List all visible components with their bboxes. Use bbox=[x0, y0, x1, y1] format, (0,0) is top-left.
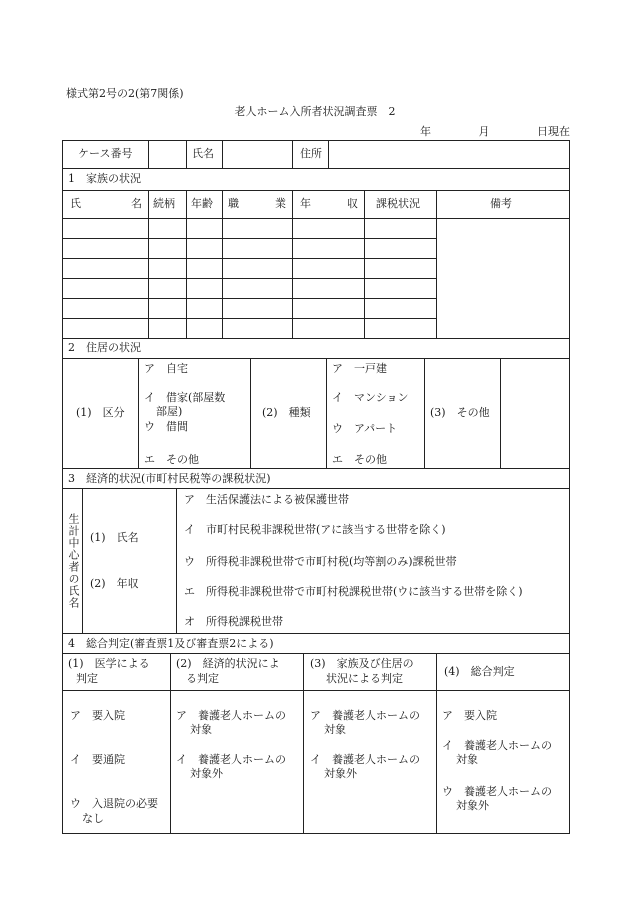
judgment-col3-title: (3) 家族及び住居の bbox=[310, 657, 414, 670]
col-job bbox=[228, 197, 286, 211]
date-line bbox=[420, 123, 570, 139]
economic-option: エ 所得税非課税世帯で市町村税課税世帯(ウに該当する世帯を除く) bbox=[184, 585, 523, 598]
judgment-col4-option: 対象 bbox=[456, 753, 478, 766]
col-divider bbox=[292, 190, 293, 338]
date-suffix: 日現在 bbox=[537, 125, 570, 138]
judgment-col2-title: (2) 経済的状況によ bbox=[176, 657, 280, 670]
row-divider bbox=[62, 168, 570, 169]
housing-other-label: (3) その他 bbox=[430, 406, 490, 419]
row-divider bbox=[62, 653, 570, 654]
row-divider bbox=[62, 278, 436, 279]
col-divider bbox=[222, 140, 223, 168]
survey-form bbox=[62, 140, 570, 834]
judgment-col2-title: る判定 bbox=[186, 672, 219, 685]
col-divider bbox=[500, 358, 501, 468]
col-divider bbox=[436, 190, 437, 338]
col-remarks: 備考 bbox=[490, 197, 512, 210]
row-divider bbox=[62, 690, 570, 691]
page-title: 老人ホーム入所者状況調査票 2 bbox=[234, 105, 396, 118]
col-divider bbox=[82, 488, 83, 633]
col-divider bbox=[176, 488, 177, 633]
housing-type-option: ア 一戸建 bbox=[332, 362, 387, 375]
date-month: 月 bbox=[478, 125, 490, 138]
col-divider bbox=[186, 140, 187, 168]
judgment-col4-option: イ 養護老人ホームの bbox=[442, 739, 552, 752]
date-year: 年 bbox=[420, 125, 431, 138]
judgment-col3-title: 状況による判定 bbox=[326, 672, 403, 685]
col-divider bbox=[250, 358, 251, 468]
judgment-col2-option: 対象 bbox=[190, 723, 212, 736]
judgment-col4-title: (4) 総合判定 bbox=[444, 665, 515, 678]
judgment-col1-option: ウ 入退院の必要 bbox=[70, 797, 158, 810]
judgment-col1-option: ア 要入院 bbox=[70, 709, 125, 722]
col-name-a: 氏 bbox=[70, 197, 81, 210]
col-tax: 課税状況 bbox=[376, 197, 420, 210]
row-divider bbox=[62, 318, 436, 319]
housing-category-option: エ その他 bbox=[144, 453, 199, 466]
judgment-col1-option: イ 要通院 bbox=[70, 753, 125, 766]
col-name-b: 名 bbox=[131, 197, 142, 210]
housing-category-option: イ 借家(部屋数 bbox=[144, 391, 226, 404]
col-name bbox=[70, 197, 142, 211]
col-income-b: 収 bbox=[347, 197, 358, 210]
judgment-col1-title: (1) 医学による bbox=[68, 657, 150, 670]
economic-option: ア 生活保護法による被保護世帯 bbox=[184, 493, 349, 506]
judgment-col3-option: 対象 bbox=[324, 723, 346, 736]
col-divider bbox=[303, 653, 304, 834]
col-age: 年齢 bbox=[191, 197, 213, 210]
case-number-label: ケース番号 bbox=[78, 147, 133, 160]
address-label: 住所 bbox=[300, 147, 322, 160]
judgment-col3-option: ア 養護老人ホームの bbox=[310, 709, 420, 722]
col-relation: 続柄 bbox=[153, 197, 175, 210]
col-job-b: 業 bbox=[275, 197, 286, 210]
judgment-col1-option: なし bbox=[82, 812, 104, 825]
row-divider bbox=[62, 238, 436, 239]
col-divider bbox=[436, 653, 437, 834]
form-id: 様式第2号の2(第7関係) bbox=[66, 87, 184, 100]
col-income bbox=[300, 197, 358, 211]
col-job-a: 職 bbox=[228, 197, 239, 210]
row-divider bbox=[62, 468, 570, 469]
row-divider bbox=[62, 258, 436, 259]
row-divider bbox=[62, 338, 570, 339]
col-divider bbox=[328, 140, 329, 168]
row-divider bbox=[62, 633, 570, 634]
housing-type-label: (2) 種類 bbox=[262, 406, 311, 419]
row-divider bbox=[62, 190, 570, 191]
housing-category-option: ア 自宅 bbox=[144, 362, 188, 375]
judgment-heading: 4 総合判定(審査票1及び審査票2による) bbox=[68, 637, 274, 650]
judgment-col3-option: イ 養護老人ホームの bbox=[310, 753, 420, 766]
row-divider bbox=[62, 298, 436, 299]
family-heading: 1 家族の状況 bbox=[68, 172, 141, 185]
col-divider bbox=[148, 190, 149, 338]
col-divider bbox=[186, 190, 187, 338]
col-divider bbox=[424, 358, 425, 468]
judgment-col4-option: ア 要入院 bbox=[442, 709, 497, 722]
judgment-col1-title: 判定 bbox=[76, 672, 98, 685]
economic-side-label: 生計中心者の氏名 bbox=[67, 513, 80, 609]
col-divider bbox=[138, 358, 139, 468]
housing-heading: 2 住居の状況 bbox=[68, 341, 141, 354]
economic-name-label: (1) 氏名 bbox=[90, 531, 139, 544]
economic-option: オ 所得税課税世帯 bbox=[184, 615, 283, 628]
housing-type-option: イ マンション bbox=[332, 391, 409, 404]
row-divider bbox=[62, 218, 570, 219]
col-divider bbox=[326, 358, 327, 468]
housing-type-option: エ その他 bbox=[332, 453, 387, 466]
col-divider bbox=[222, 190, 223, 338]
economic-option: ウ 所得税非課税世帯で市町村税(均等割のみ)課税世帯 bbox=[184, 555, 457, 568]
housing-type-option: ウ アパート bbox=[332, 422, 398, 435]
housing-category-option: 部屋) bbox=[156, 405, 183, 418]
col-divider bbox=[292, 140, 293, 168]
housing-category-option: ウ 借間 bbox=[144, 420, 188, 433]
housing-category-label: (1) 区分 bbox=[76, 406, 125, 419]
economic-heading: 3 経済的状況(市町村民税等の課税状況) bbox=[68, 472, 271, 485]
name-label: 氏名 bbox=[192, 147, 214, 160]
col-divider bbox=[148, 140, 149, 168]
economic-option: イ 市町村民税非課税世帯(アに該当する世帯を除く) bbox=[184, 523, 446, 536]
economic-income-label: (2) 年収 bbox=[90, 577, 139, 590]
judgment-col4-option: ウ 養護老人ホームの bbox=[442, 785, 552, 798]
judgment-col2-option: ア 養護老人ホームの bbox=[176, 709, 286, 722]
col-divider bbox=[364, 190, 365, 338]
judgment-col2-option: イ 養護老人ホームの bbox=[176, 753, 286, 766]
judgment-col2-option: 対象外 bbox=[190, 767, 223, 780]
col-divider bbox=[170, 653, 171, 834]
judgment-col4-option: 対象外 bbox=[456, 799, 489, 812]
judgment-col3-option: 対象外 bbox=[324, 767, 357, 780]
row-divider bbox=[62, 488, 570, 489]
col-income-a: 年 bbox=[300, 197, 311, 210]
